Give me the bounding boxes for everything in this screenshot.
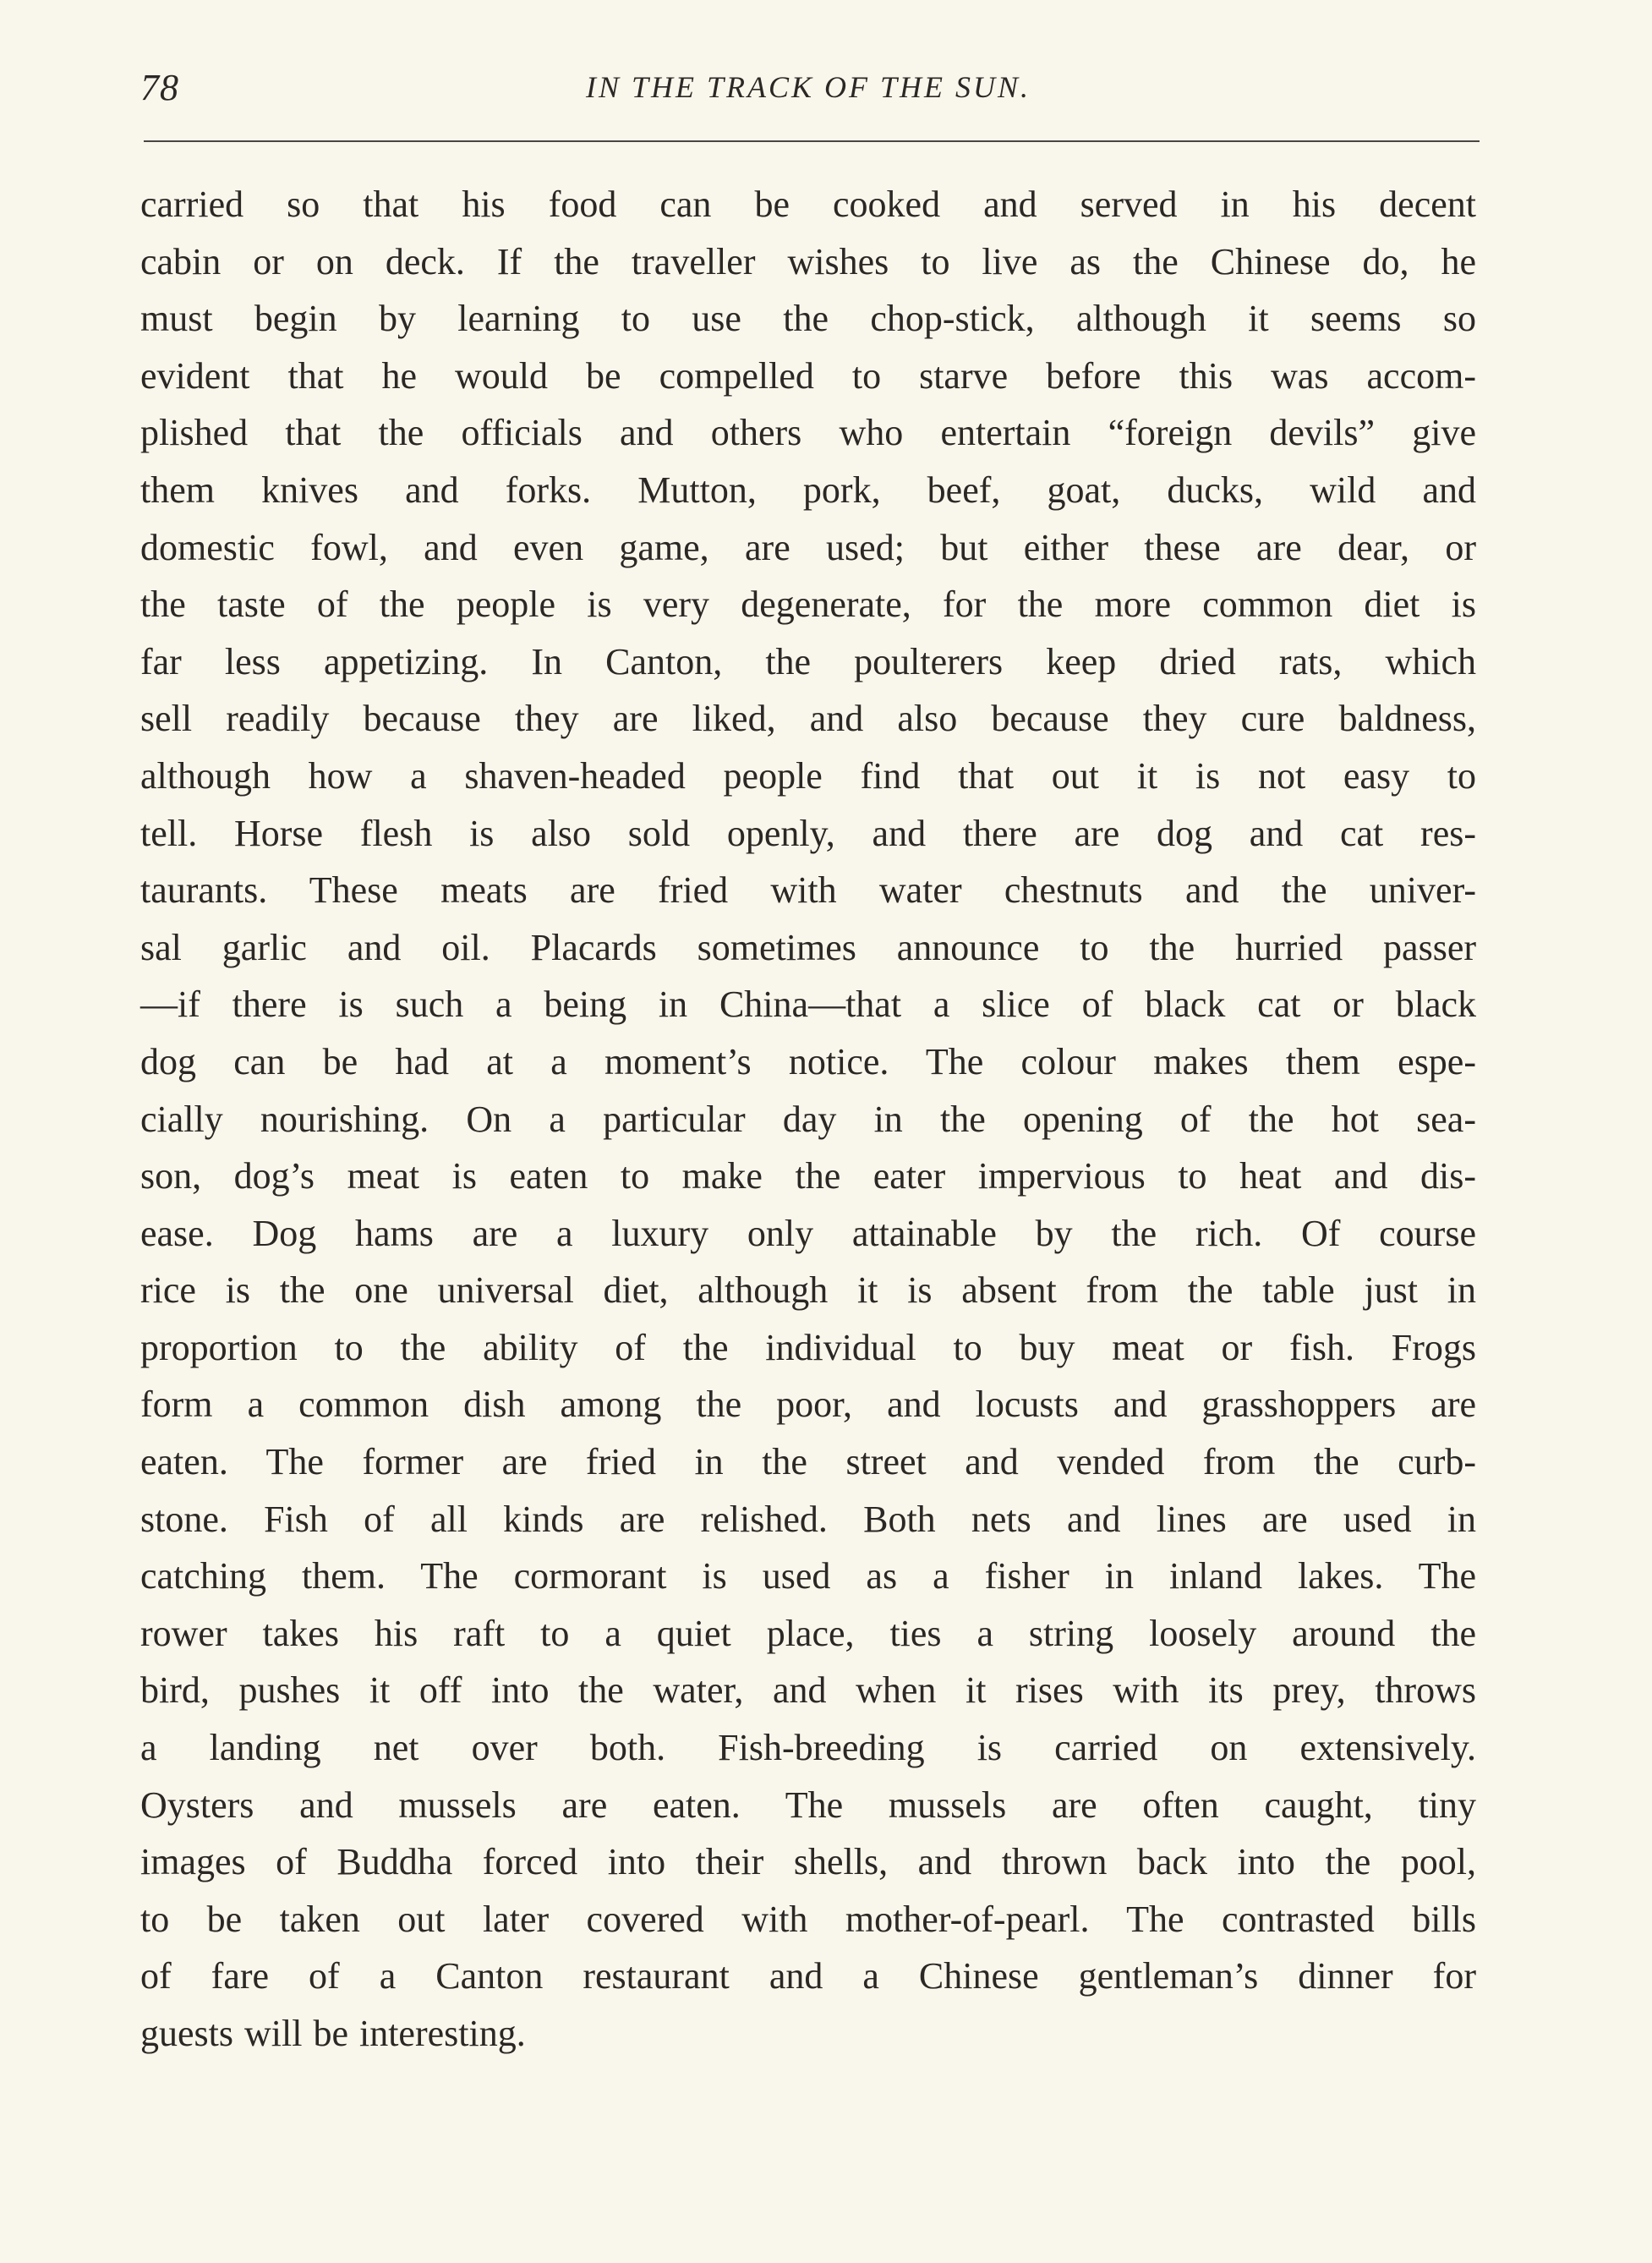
text-line: Oysters and mussels are eaten. The mussels are often caught, tiny (140, 1784, 1476, 1826)
text-line: tell. Horse flesh is also sold openly, and there are dog and cat res- (140, 812, 1476, 854)
text-line: evident that he would be compelled to starve before this was accom- (140, 354, 1476, 397)
text-line: catching them. The cormorant is used as a fisher in inland lakes. The (140, 1555, 1476, 1597)
text-line: stone. Fish of all kinds are relished. Both nets and lines are used in (140, 1498, 1476, 1540)
text-line: taurants. These meats are fried with water chestnuts and the univer- (140, 869, 1476, 912)
text-line: must begin by learning to use the chop-stick, although it seems so (140, 298, 1476, 340)
text-line: rower takes his raft to a quiet place, ties a string loosely around the (140, 1612, 1476, 1654)
text-line: domestic fowl, and even game, are used; but either these are dear, or (140, 526, 1476, 568)
text-line: sal garlic and oil. Placards sometimes announce to the hurried passer (140, 926, 1476, 968)
text-line: form a common dish among the poor, and locusts and grasshoppers are (140, 1384, 1476, 1426)
text-line: rice is the one universal diet, although it is absent from the table just in (140, 1269, 1476, 1312)
text-line: son, dog’s meat is eaten to make the eater impervious to heat and dis- (140, 1155, 1476, 1197)
text-line: cially nourishing. On a particular day in the opening of the hot sea- (140, 1098, 1476, 1140)
text-line: bird, pushes it off into the water, and when it rises with its prey, throws (140, 1669, 1476, 1712)
text-line: plished that the officials and others who entertain “foreign devils” give (140, 412, 1476, 454)
text-line: eaten. The former are fried in the street and vended from the curb- (140, 1441, 1476, 1483)
header-rule (144, 140, 1480, 142)
text-line: guests will be interesting. (140, 2013, 526, 2054)
text-line: —if there is such a being in China—that a slice of black cat or black (140, 984, 1476, 1026)
text-line: cabin or on deck. If the traveller wishes to live as the Chinese do, he (140, 240, 1476, 282)
text-line: images of Buddha forced into their shells, and thrown back into the pool, (140, 1841, 1476, 1883)
text-line: to be taken out later covered with mother-of-pearl. The contrasted bills (140, 1898, 1476, 1940)
page-number: 78 (140, 67, 179, 108)
running-title: IN THE TRACK OF THE SUN. (585, 70, 1031, 104)
text-line: the taste of the people is very degenerate, for the more common diet is (140, 584, 1476, 626)
body-paragraph (140, 176, 1476, 2063)
text-line: ease. Dog hams are a luxury only attainable by the rich. Of course (140, 1212, 1476, 1254)
text-line: them knives and forks. Mutton, pork, beef, goat, ducks, wild and (140, 468, 1476, 511)
text-line: sell readily because they are liked, and also because they cure baldness, (140, 698, 1476, 740)
text-line: of fare of a Canton restaurant and a Chinese gentleman’s dinner for (140, 1955, 1476, 1997)
text-line: dog can be had at a moment’s notice. The colour makes them espe- (140, 1040, 1476, 1082)
text-line: although how a shaven-headed people find that out it is not easy to (140, 754, 1476, 797)
text-line: carried so that his food can be cooked and served in his decent (140, 184, 1476, 225)
text-line: a landing net over both. Fish-breeding is carried on extensively. (140, 1727, 1476, 1769)
page-header (140, 66, 1476, 117)
text-line: far less appetizing. In Canton, the poulterers keep dried rats, which (140, 640, 1476, 682)
text-line: proportion to the ability of the individual to buy meat or fish. Frogs (140, 1326, 1476, 1368)
